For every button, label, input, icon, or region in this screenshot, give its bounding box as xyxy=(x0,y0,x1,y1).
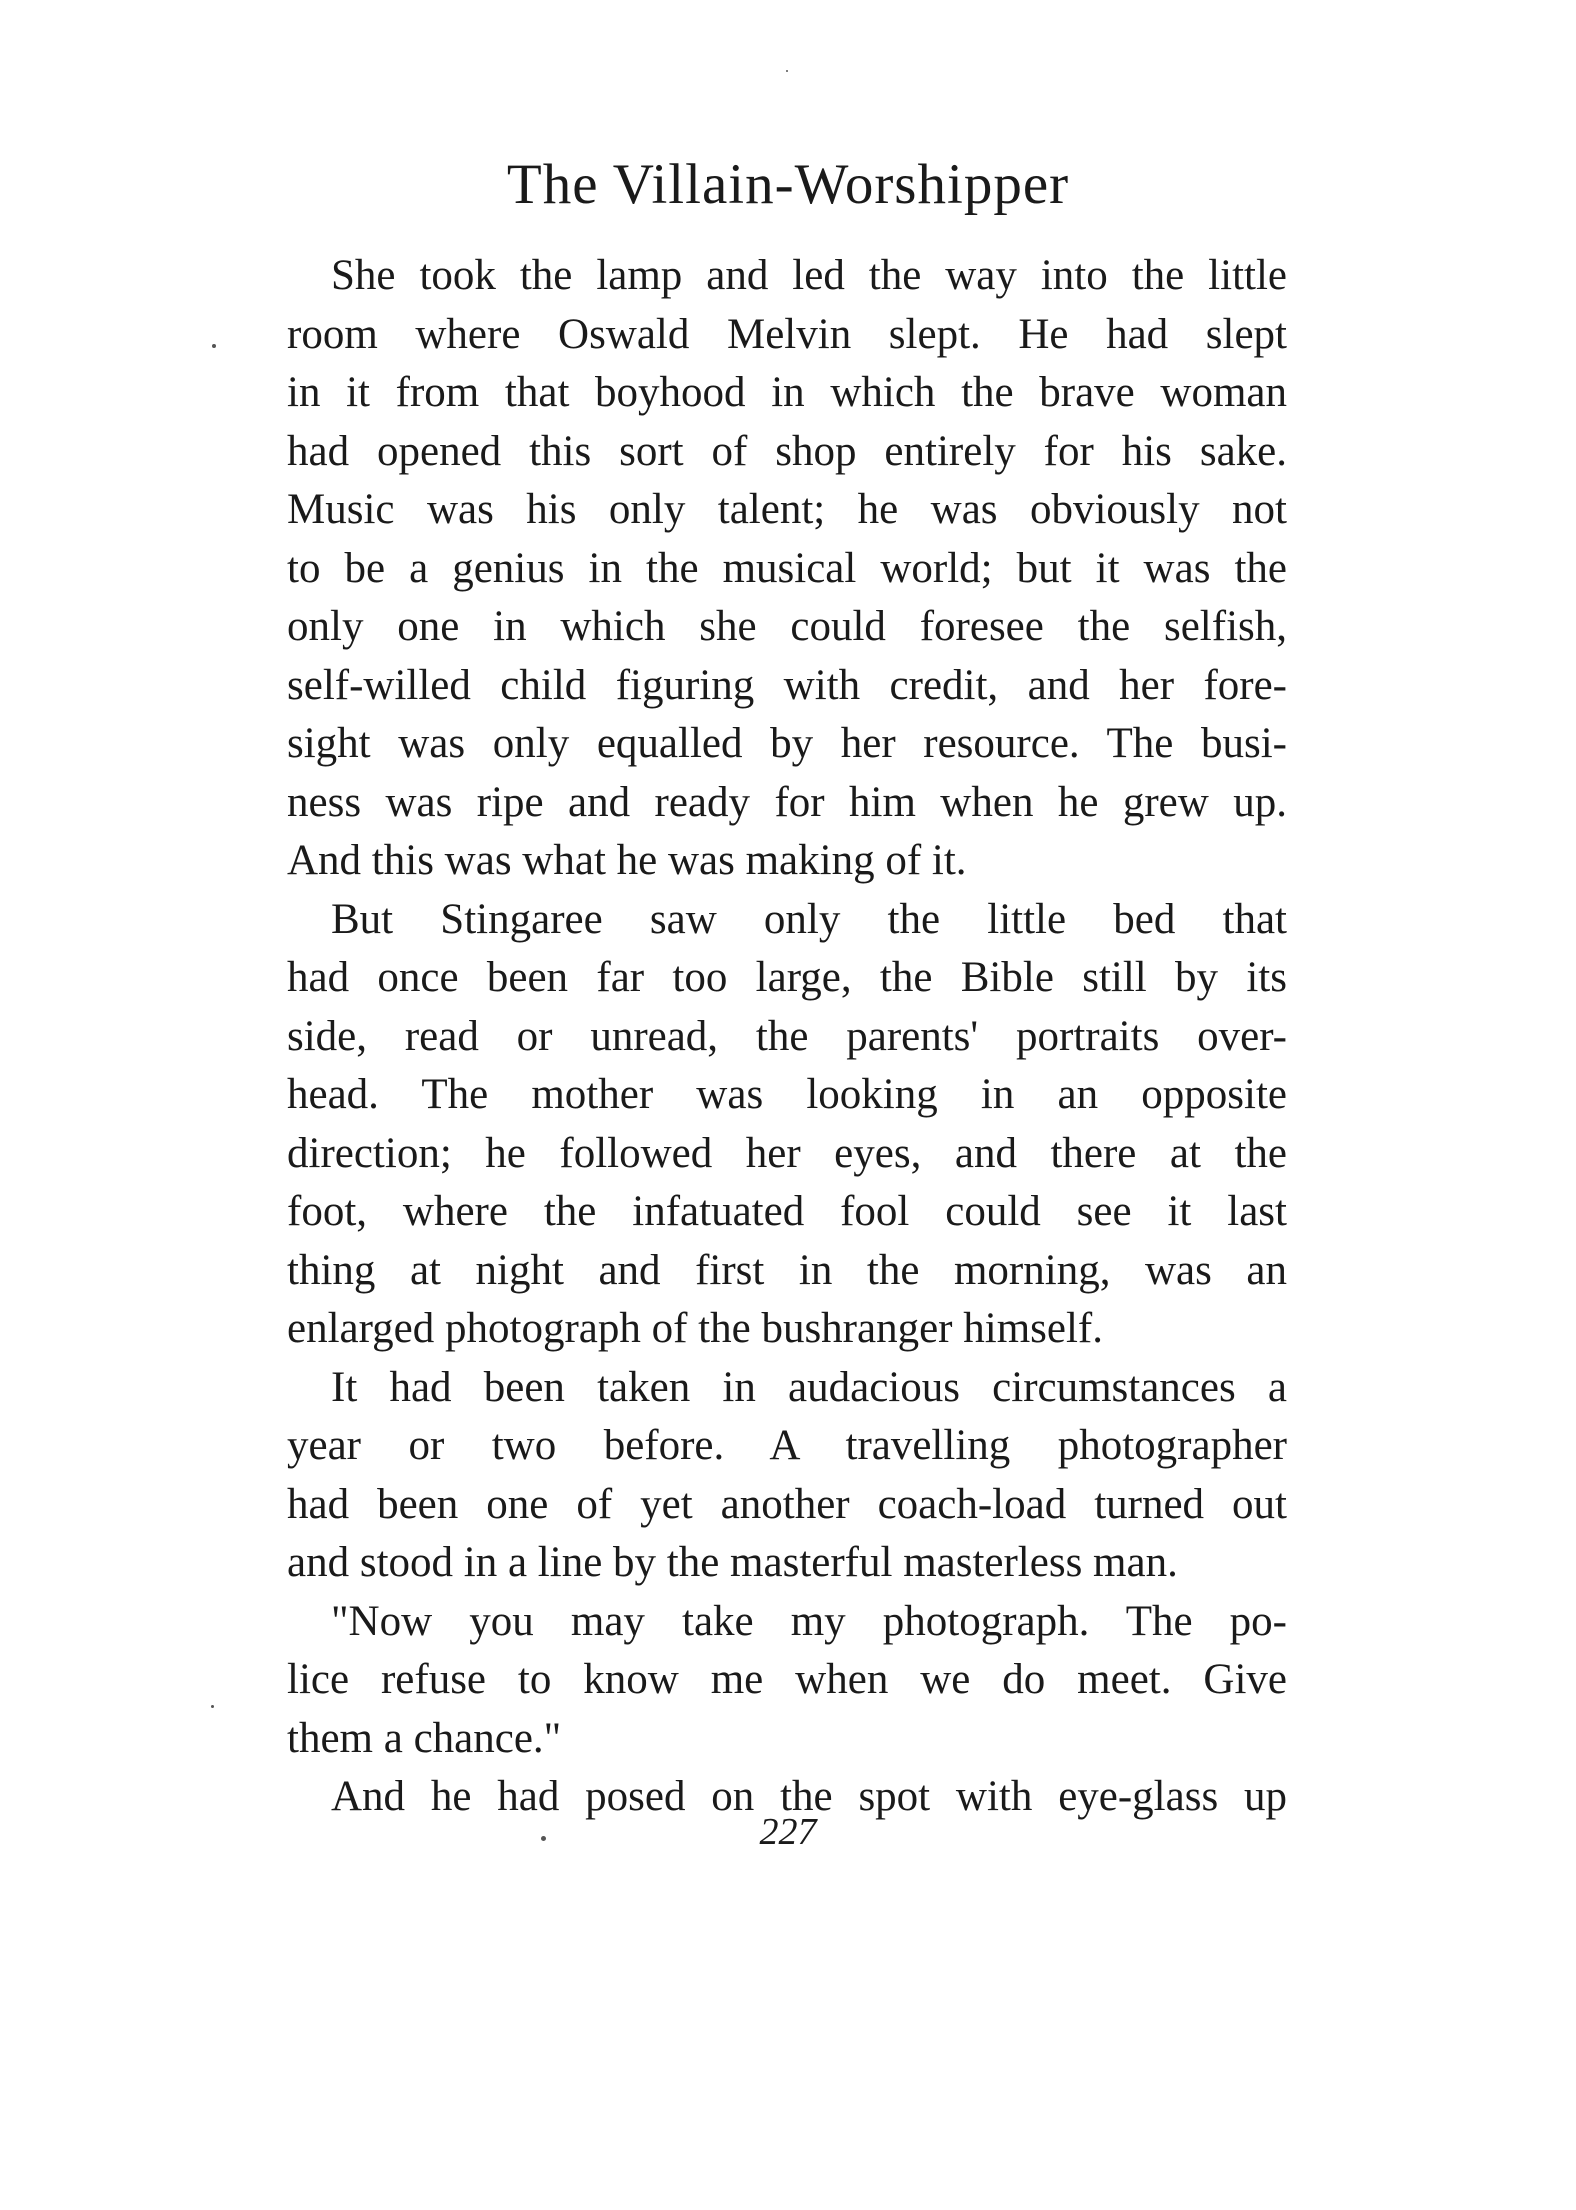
text-line: sight was only equalled by her resource. The busi- xyxy=(287,720,1287,767)
text-line: head. The mother was looking in an opposite xyxy=(287,1071,1287,1118)
text-line: She took the lamp and led the way into the little xyxy=(331,252,1287,299)
text-line: room where Oswald Melvin slept. He had slept xyxy=(287,310,1287,358)
text-line: to be a genius in the musical world; but it was the xyxy=(287,544,1287,592)
text-line: lice refuse to know me when we do meet. Give xyxy=(287,1656,1287,1703)
running-head: The Villain-Worshipper xyxy=(506,153,1070,216)
text-line: foot, where the infatuated fool could see it last xyxy=(287,1188,1287,1235)
text-line: "Now you may take my photograph. The po- xyxy=(331,1597,1287,1645)
text-line: had once been far too large, the Bible still by its xyxy=(287,954,1287,1001)
text-line: And he had posed on the spot with eye-glass up xyxy=(331,1773,1287,1820)
text-line: self-willed child figuring with credit, and her fore- xyxy=(287,661,1287,709)
text-line: ness was ripe and ready for him when he grew up. xyxy=(287,778,1287,826)
text-line: side, read or unread, the parents' portraits over- xyxy=(287,1012,1287,1060)
text-line: had been one of yet another coach-load turned out xyxy=(287,1480,1287,1528)
text-line: Music was his only talent; he was obviously not xyxy=(287,486,1287,533)
scan-speck xyxy=(786,70,788,72)
text-line: It had been taken in audacious circumstances a xyxy=(331,1363,1287,1411)
text-line: only one in which she could foresee the selfish, xyxy=(287,603,1287,650)
text-line: But Stingaree saw only the little bed that xyxy=(331,895,1287,943)
text-line: enlarged photograph of the bushranger himself. xyxy=(287,1305,1103,1352)
text-line: them a chance." xyxy=(287,1714,562,1762)
body-text xyxy=(287,247,1287,1827)
scan-speck xyxy=(212,344,216,348)
scan-speck xyxy=(211,1705,214,1708)
text-line: direction; he followed her eyes, and there at the xyxy=(287,1129,1287,1177)
page-number: 227 xyxy=(759,1811,817,1853)
text-line: thing at night and first in the morning, was an xyxy=(287,1246,1287,1294)
text-line: had opened this sort of shop entirely for his sake. xyxy=(287,427,1287,475)
text-line: and stood in a line by the masterful masterless man. xyxy=(287,1539,1178,1586)
text-line: in it from that boyhood in which the brave woman xyxy=(287,369,1287,416)
text-line: year or two before. A travelling photographer xyxy=(287,1422,1287,1469)
scan-speck xyxy=(541,1836,546,1841)
text-line: And this was what he was making of it. xyxy=(287,837,967,884)
